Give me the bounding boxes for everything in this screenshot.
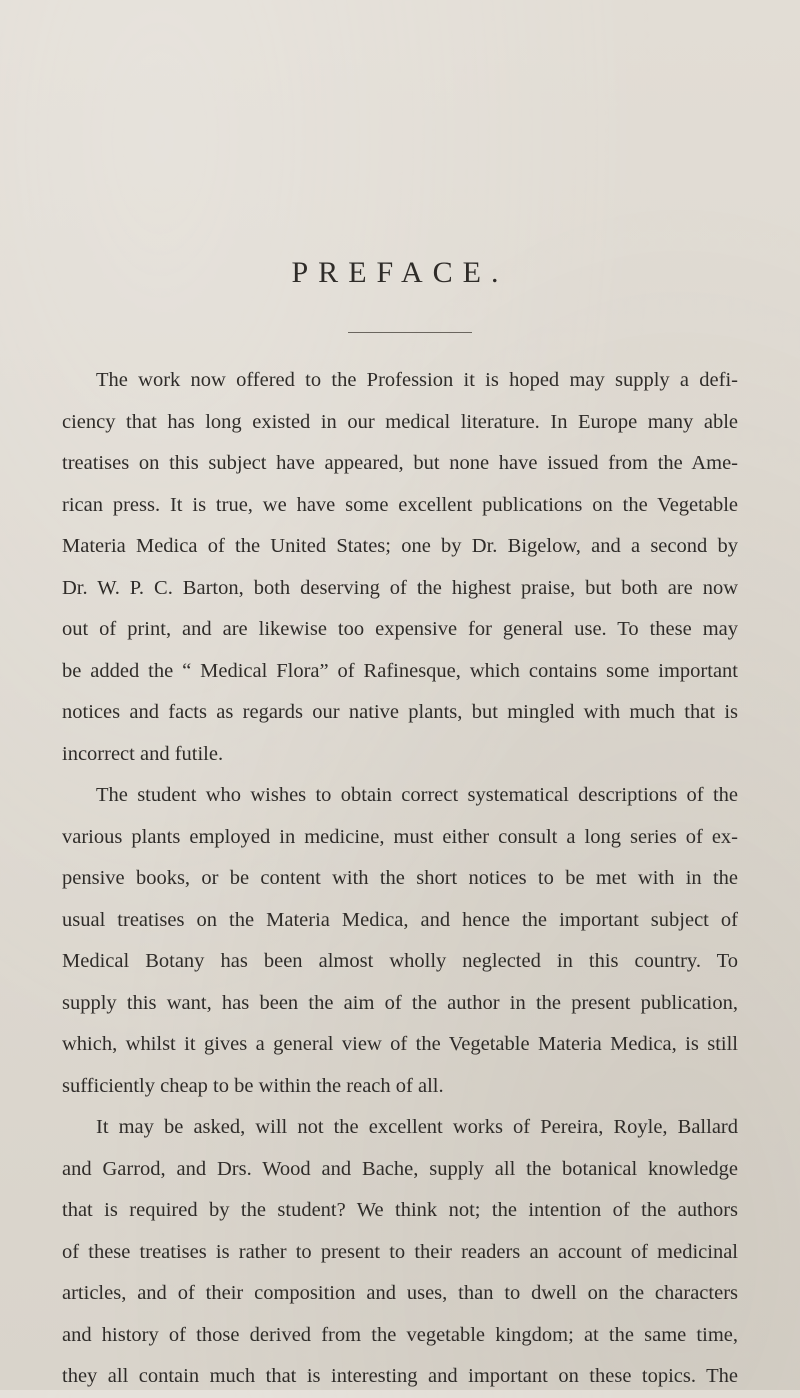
text-line: and Garrod, and Drs. Wood and Bache, supply all the botanical knowledge [62,1157,738,1180]
paragraph-1 [62,360,738,775]
text-line: usual treatises on the Materia Medica, and hence the important subject of [62,908,738,931]
preface-body [62,360,738,1398]
text-line: sufficiently cheap to be within the reach of all. [62,1074,444,1097]
text-line: The student who wishes to obtain correct systematical descriptions of the [96,784,738,806]
text-line: articles, and of their composition and uses, than to dwell on the characters [62,1282,738,1304]
paragraph-2 [62,775,738,1107]
text-line: and history of those derived from the vegetable kingdom; at the same time, [62,1323,738,1346]
text-line: pensive books, or be content with the short notices to be met with in the [62,867,738,889]
text-line: treatises on this subject have appeared, but none have issued from the Ame- [62,452,738,474]
text-line: incorrect and futile. [62,742,224,765]
text-line: rican press. It is true, we have some excellent publications on the Vegetable [62,493,738,516]
text-line: out of print, and are likewise too expensive for general use. To these may [62,618,738,640]
text-line: ciency that has long existed in our medical literature. In Europe many able [62,410,738,433]
text-line: Dr. W. P. C. Barton, both deserving of the highest praise, but both are now [62,576,738,599]
text-line: of these treatises is rather to present to their readers an account of medicinal [62,1240,738,1263]
text-line: be added the “ Medical Flora” of Rafinesque, which contains some important [62,659,738,682]
text-line: Materia Medica of the United States; one by Dr. Bigelow, and a second by [62,535,738,557]
text-line: supply this want, has been the aim of the author in the present publication, [62,991,738,1014]
text-line: that is required by the student? We think not; the intention of the authors [62,1199,738,1221]
paragraph-3 [62,1107,738,1398]
text-line: various plants employed in medicine, must either consult a long series of ex- [62,825,738,848]
text-line: they all contain much that is interesting and important on these topics. The [62,1365,738,1387]
text-line: It may be asked, will not the excellent works of Pereira, Royle, Ballard [96,1116,738,1138]
page-title: PREFACE. [291,256,509,289]
text-line: notices and facts as regards our native plants, but mingled with much that is [62,701,738,723]
title-rule [348,332,472,333]
text-line: which, whilst it gives a general view of the Vegetable Materia Medica, is still [62,1033,738,1055]
text-line: Medical Botany has been almost wholly neglected in this country. To [62,950,738,972]
text-line: The work now offered to the Profession it is hoped may supply a defi- [96,369,738,391]
